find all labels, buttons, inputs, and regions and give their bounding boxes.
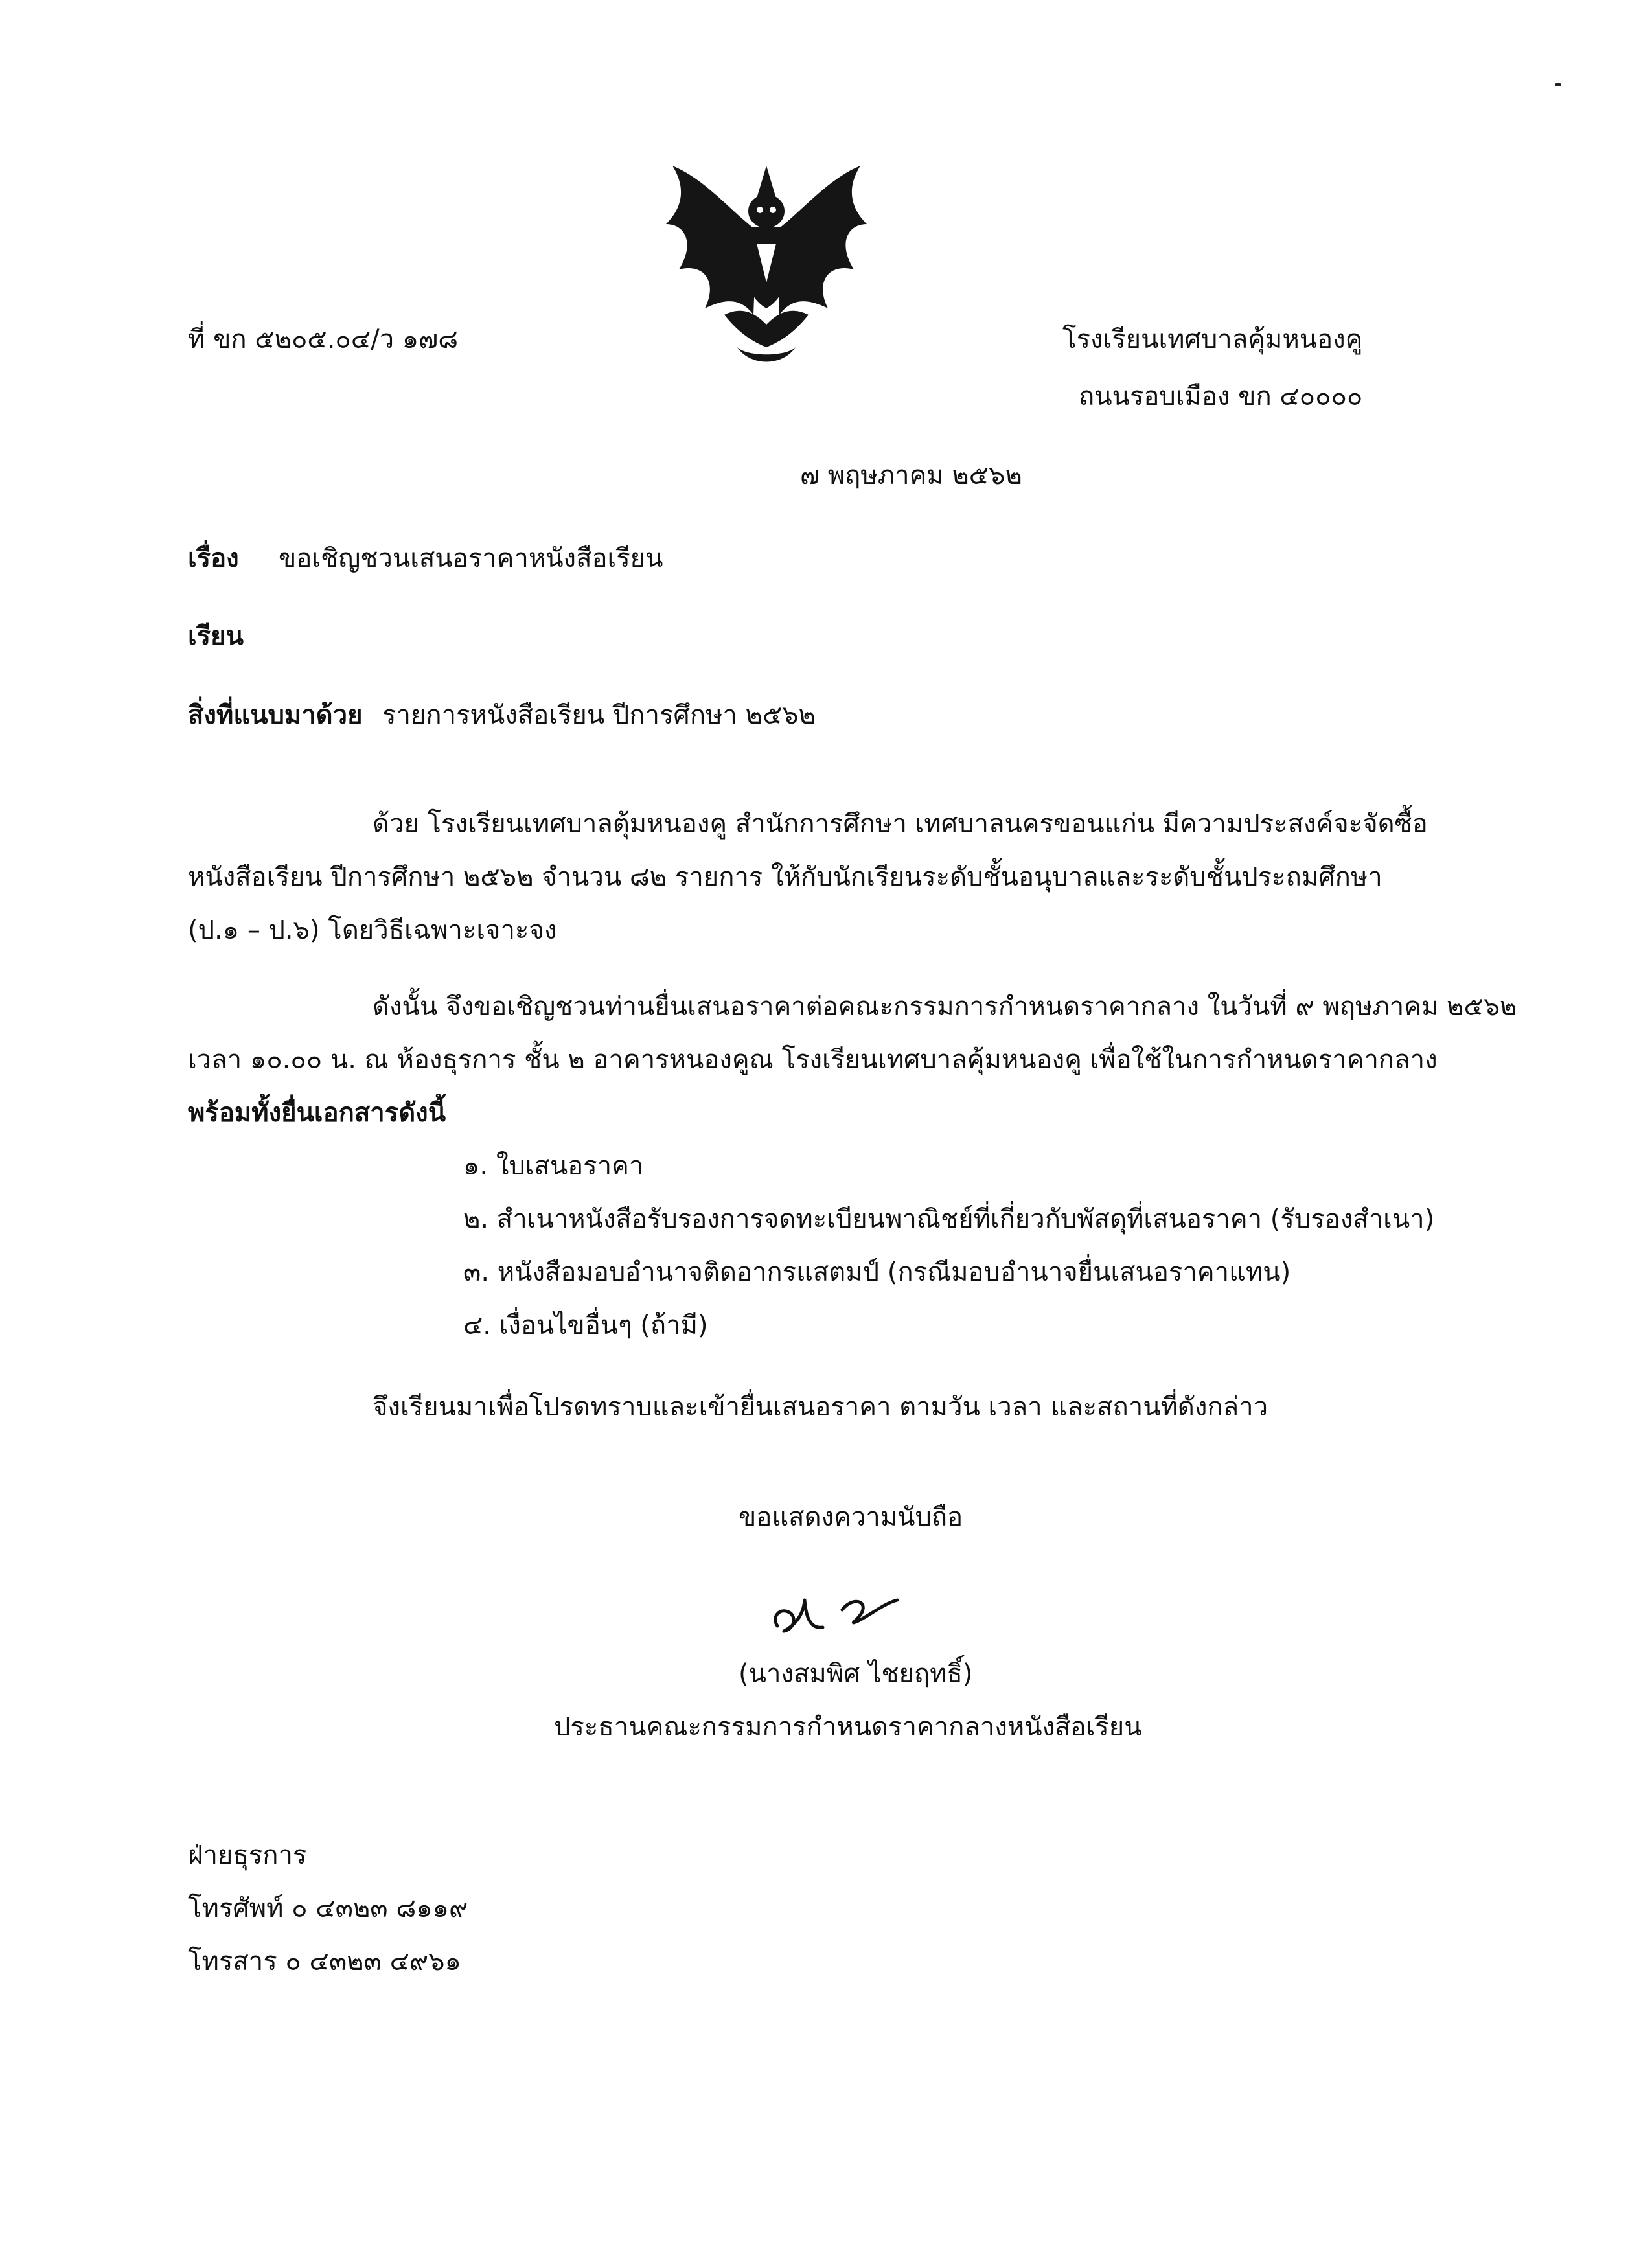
enclosure-label: สิ่งที่แนบมาด้วย [188, 700, 363, 730]
scan-speck [1555, 83, 1561, 86]
school-name: โรงเรียนเทศบาลคุ้มหนองคู [1062, 325, 1363, 354]
paragraph-2-line-3: พร้อมทั้งยื่นเอกสารดังนี้ [188, 1098, 446, 1128]
phone-number: โทรศัพท์ ๐ ๔๓๒๓ ๘๑๑๙ [188, 1894, 468, 1923]
closing-line: จึงเรียนมาเพื่อโปรดทราบและเข้ายื่นเสนอราคา ตามวัน เวลา และสถานที่ดังกล่าว [373, 1392, 1268, 1422]
paragraph-2-line-1: ดังนั้น จึงขอเชิญชวนท่านยื่นเสนอราคาต่อคณะกรรมการกำหนดราคากลาง ในวันที่ ๙ พฤษภาคม ๒๕๖๒ [373, 992, 1517, 1022]
department: ฝ่ายธุรการ [188, 1840, 307, 1870]
list-item: ๑. ใบเสนอราคา [463, 1151, 644, 1181]
garuda-emblem-icon [660, 153, 873, 380]
signatory-position: ประธานคณะกรรมการกำหนดราคากลางหนังสือเรียน [554, 1712, 1142, 1742]
letter-date: ๗ พฤษภาคม ๒๕๖๒ [800, 461, 1022, 490]
paragraph-1-line-3: (ป.๑ – ป.๖) โดยวิธีเฉพาะเจาะจง [188, 915, 557, 945]
list-item: ๓. หนังสือมอบอำนาจติดอากรแสตมป์ (กรณีมอบอำนาจยื่นเสนอราคาแทน) [463, 1257, 1291, 1287]
handwritten-signature-icon [764, 1581, 920, 1645]
paragraph-1-line-1: ด้วย โรงเรียนเทศบาลตุ้มหนองคู สำนักการศึกษา เทศบาลนครขอนแก่น มีความประสงค์จะจัดซื้อ [373, 809, 1428, 839]
list-item: ๒. สำเนาหนังสือรับรองการจดทะเบียนพาณิชย์ที่เกี่ยวกับพัสดุที่เสนอราคา (รับรองสำเนา) [463, 1204, 1435, 1234]
salutation: ขอแสดงความนับถือ [739, 1502, 963, 1532]
signatory-name: (นางสมพิศ ไชยฤทธิ์) [739, 1659, 973, 1689]
subject-label: เรื่อง [188, 544, 239, 573]
list-item: ๔. เงื่อนไขอื่นๆ (ถ้ามี) [463, 1311, 708, 1340]
enclosure-text: รายการหนังสือเรียน ปีการศึกษา ๒๕๖๒ [382, 700, 816, 730]
subject-text: ขอเชิญชวนเสนอราคาหนังสือเรียน [279, 544, 663, 573]
recipient-label: เรียน [188, 621, 244, 651]
school-address: ถนนรอบเมือง ขก ๔๐๐๐๐ [1079, 382, 1363, 411]
fax-number: โทรสาร ๐ ๔๓๒๓ ๔๙๖๑ [188, 1947, 461, 1976]
reference-number: ที่ ขก ๕๒๐๕.๐๔/ว ๑๗๘ [188, 325, 459, 354]
paragraph-1-line-2: หนังสือเรียน ปีการศึกษา ๒๕๖๒ จำนวน ๘๒ รายการ ให้กับนักเรียนระดับชั้นอนุบาลและระดับชั้นประถมศึกษา [188, 862, 1382, 892]
paragraph-2-line-2: เวลา ๑๐.๐๐ น. ณ ห้องธุรการ ชั้น ๒ อาคารหนองคูณ โรงเรียนเทศบาลคุ้มหนองคู เพื่อใช้ในการกำหนดราคากลาง [188, 1045, 1438, 1075]
